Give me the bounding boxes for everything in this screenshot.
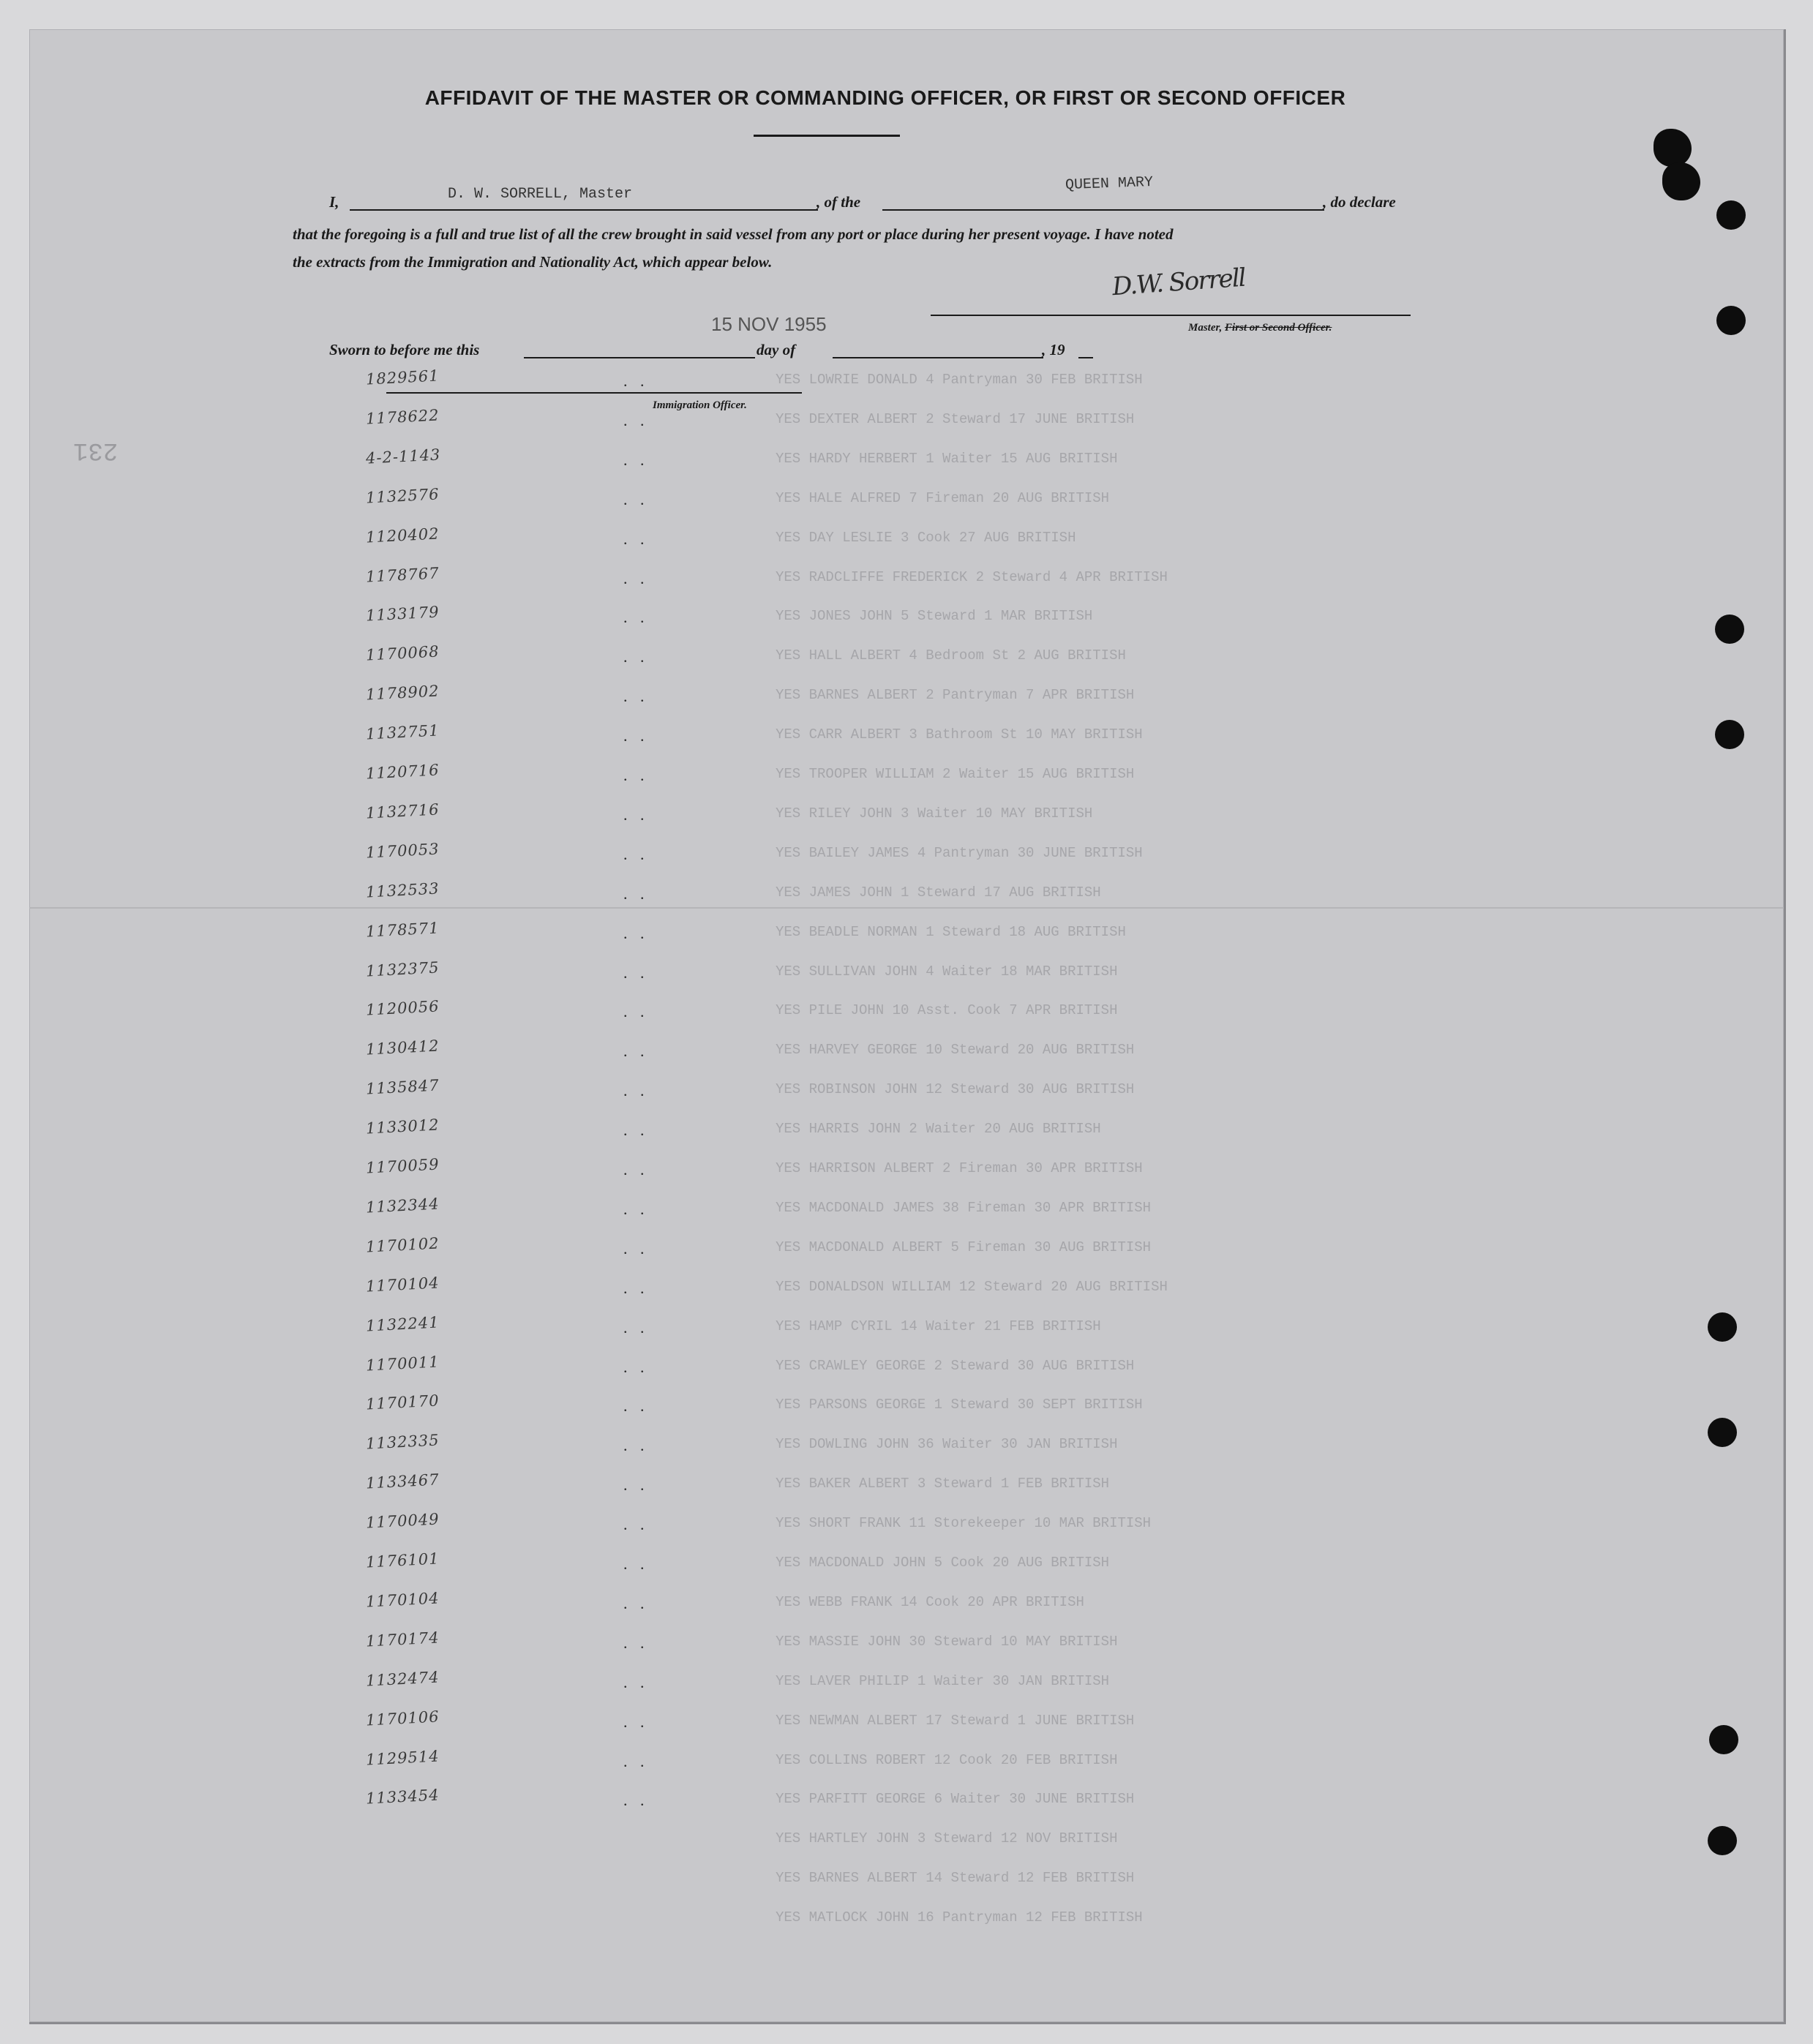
handwritten-number: 1133454 bbox=[365, 1786, 440, 1808]
bleed-through-row: YES HALE ALFRED 7 Fireman 20 AUG BRITISH bbox=[776, 490, 1110, 506]
handwritten-number: 1135847 bbox=[365, 1076, 440, 1098]
handwritten-number: 1132375 bbox=[365, 958, 440, 980]
punch-hole bbox=[1716, 200, 1746, 230]
ditto-dots: . . bbox=[623, 1713, 649, 1731]
ditto-dots: . . bbox=[623, 490, 649, 508]
ditto-dots: . . bbox=[623, 687, 649, 705]
ditto-dots: . . bbox=[623, 1634, 649, 1652]
punch-hole bbox=[1708, 1826, 1737, 1855]
handwritten-number: 1133467 bbox=[365, 1470, 440, 1492]
handwritten-number: 1170068 bbox=[365, 642, 440, 664]
handwritten-number: 1170106 bbox=[365, 1707, 440, 1729]
bleed-through-row: YES JAMES JOHN 1 Steward 17 AUG BRITISH bbox=[776, 884, 1101, 901]
bleed-through-row: YES DEXTER ALBERT 2 Steward 17 JUNE BRITISH bbox=[776, 411, 1135, 427]
punch-hole bbox=[1715, 615, 1744, 644]
handwritten-number: 1170059 bbox=[365, 1155, 440, 1177]
punch-hole bbox=[1662, 162, 1700, 200]
ditto-dots: . . bbox=[623, 726, 649, 745]
ditto-dots: . . bbox=[623, 805, 649, 824]
ditto-dots: . . bbox=[623, 451, 649, 469]
punch-hole bbox=[1708, 1418, 1737, 1447]
ditto-dots: . . bbox=[623, 608, 649, 626]
master-signature: D.W. Sorrell bbox=[1111, 263, 1246, 302]
ditto-dots: . . bbox=[623, 1318, 649, 1337]
bleed-through-row: YES MASSIE JOHN 30 Steward 10 MAY BRITISH bbox=[776, 1634, 1118, 1650]
punch-hole bbox=[1716, 306, 1746, 335]
declaration-line-2: that the foregoing is a full and true list of all the crew brought in said vessel from any port or place during her present voyage. I have noted bbox=[293, 225, 1174, 243]
ditto-dots: . . bbox=[623, 1515, 649, 1533]
ditto-dots: . . bbox=[623, 1476, 649, 1494]
bleed-through-row: YES SULLIVAN JOHN 4 Waiter 18 MAR BRITISH bbox=[776, 963, 1118, 980]
ditto-dots: . . bbox=[623, 1042, 649, 1060]
sworn-day-line bbox=[524, 357, 755, 358]
handwritten-number: 1170170 bbox=[365, 1391, 440, 1413]
ditto-dots: . . bbox=[623, 1200, 649, 1218]
handwritten-number: 4-2-1143 bbox=[365, 446, 441, 467]
master-caption-struck: First or Second Officer. bbox=[1225, 322, 1332, 334]
handwritten-number: 1170104 bbox=[365, 1589, 440, 1611]
bleed-through-row: YES HALL ALBERT 4 Bedroom St 2 AUG BRITISH bbox=[776, 647, 1126, 664]
bleed-through-row: YES BAILEY JAMES 4 Pantryman 30 JUNE BRITISH bbox=[776, 845, 1143, 861]
bleed-through-row: YES MACDONALD ALBERT 5 Fireman 30 AUG BRITISH bbox=[776, 1239, 1152, 1255]
handwritten-number: 1120402 bbox=[365, 525, 440, 546]
day-of-label: day of bbox=[757, 341, 796, 358]
ditto-dots: . . bbox=[623, 766, 649, 784]
ditto-dots: . . bbox=[623, 1239, 649, 1258]
handwritten-number: 1132241 bbox=[365, 1313, 440, 1335]
bleed-through-row: YES WEBB FRANK 14 Cook 20 APR BRITISH bbox=[776, 1594, 1084, 1610]
handwritten-number: 1132474 bbox=[365, 1668, 440, 1690]
bleed-through-row: YES SHORT FRANK 11 Storekeeper 10 MAR BRITISH bbox=[776, 1515, 1152, 1531]
officer-signature-line bbox=[386, 392, 802, 394]
ditto-dots: . . bbox=[623, 1594, 649, 1612]
ditto-dots: . . bbox=[623, 1752, 649, 1770]
sworn-prefix: Sworn to before me this bbox=[329, 341, 480, 358]
bleed-through-row: YES DAY LESLIE 3 Cook 27 AUG BRITISH bbox=[776, 530, 1076, 546]
ditto-dots: . . bbox=[623, 1397, 649, 1415]
signature-line bbox=[931, 315, 1411, 316]
bleed-through-row: YES LOWRIE DONALD 4 Pantryman 30 FEB BRITISH bbox=[776, 372, 1143, 388]
handwritten-number: 1132335 bbox=[365, 1431, 440, 1453]
ditto-dots: . . bbox=[623, 845, 649, 863]
handwritten-number: 1170104 bbox=[365, 1274, 440, 1296]
year-prefix: , 19 bbox=[1042, 341, 1065, 358]
ditto-dots: . . bbox=[623, 530, 649, 548]
bleed-through-row: YES DOWLING JOHN 36 Waiter 30 JAN BRITISH bbox=[776, 1436, 1118, 1452]
vessel-name-line bbox=[882, 209, 1324, 211]
ditto-dots: . . bbox=[623, 1002, 649, 1021]
bleed-through-row: YES MACDONALD JAMES 38 Fireman 30 APR BRITISH bbox=[776, 1200, 1152, 1216]
bleed-through-row: YES CRAWLEY GEORGE 2 Steward 30 AUG BRITISH bbox=[776, 1358, 1135, 1374]
handwritten-number: 1178571 bbox=[365, 919, 440, 941]
punch-hole bbox=[1654, 129, 1692, 167]
bleed-through-row: YES HAMP CYRIL 14 Waiter 21 FEB BRITISH bbox=[776, 1318, 1101, 1334]
handwritten-number: 1178767 bbox=[365, 564, 440, 586]
bleed-through-row: YES TROOPER WILLIAM 2 Waiter 15 AUG BRITISH bbox=[776, 766, 1135, 782]
handwritten-number: 1170102 bbox=[365, 1234, 440, 1256]
bleed-through-row: YES DONALDSON WILLIAM 12 Steward 20 AUG BRITISH bbox=[776, 1279, 1168, 1295]
ditto-dots: . . bbox=[623, 884, 649, 903]
month-line bbox=[833, 357, 1043, 358]
punch-hole bbox=[1709, 1725, 1738, 1754]
ditto-dots: . . bbox=[623, 411, 649, 429]
bleed-through-row: YES HARRIS JOHN 2 Waiter 20 AUG BRITISH bbox=[776, 1121, 1101, 1137]
ditto-dots: . . bbox=[623, 1791, 649, 1809]
ditto-dots: . . bbox=[623, 647, 649, 666]
master-name-line bbox=[350, 209, 818, 211]
bleed-through-row: YES BARNES ALBERT 2 Pantryman 7 APR BRITISH bbox=[776, 687, 1135, 703]
master-caption bbox=[1188, 322, 1332, 334]
fold-line bbox=[29, 907, 1784, 909]
bleed-through-row: YES JONES JOHN 5 Steward 1 MAR BRITISH bbox=[776, 608, 1093, 624]
ditto-dots: . . bbox=[623, 1358, 649, 1376]
ditto-dots: . . bbox=[623, 1673, 649, 1691]
handwritten-number: 1178622 bbox=[365, 406, 440, 428]
ditto-dots: . . bbox=[623, 963, 649, 982]
year-line bbox=[1078, 357, 1093, 358]
date-stamp: 15 NOV 1955 bbox=[711, 313, 827, 335]
ditto-dots: . . bbox=[623, 1279, 649, 1297]
handwritten-number: 1170011 bbox=[365, 1353, 440, 1375]
handwritten-number: 1129514 bbox=[365, 1747, 440, 1769]
bleed-through-row: YES HARTLEY JOHN 3 Steward 12 NOV BRITISH bbox=[776, 1830, 1118, 1846]
ditto-dots: . . bbox=[623, 1160, 649, 1179]
declaration-line-3: the extracts from the Immigration and Nationality Act, which appear below. bbox=[293, 253, 773, 271]
ditto-dots: . . bbox=[623, 924, 649, 942]
master-caption-prefix: Master, bbox=[1188, 322, 1223, 334]
ditto-dots: . . bbox=[623, 1121, 649, 1139]
do-declare-label: , do declare bbox=[1323, 193, 1396, 211]
bleed-through-row: YES PARFITT GEORGE 6 Waiter 30 JUNE BRITISH bbox=[776, 1791, 1135, 1807]
handwritten-number: 1130412 bbox=[365, 1037, 440, 1059]
punch-hole bbox=[1715, 720, 1744, 749]
bleed-through-row: YES NEWMAN ALBERT 17 Steward 1 JUNE BRITISH bbox=[776, 1713, 1135, 1729]
handwritten-number: 1132716 bbox=[365, 800, 440, 822]
vessel-name: QUEEN MARY bbox=[1065, 173, 1154, 195]
handwritten-number: 1132576 bbox=[365, 485, 440, 507]
handwritten-number: 1170053 bbox=[365, 840, 440, 862]
of-the-label: , of the bbox=[817, 193, 861, 211]
bleed-through-row: YES BAKER ALBERT 3 Steward 1 FEB BRITISH bbox=[776, 1476, 1110, 1492]
ditto-dots: . . bbox=[623, 372, 649, 390]
ditto-dots: . . bbox=[623, 1555, 649, 1573]
bleed-through-row: YES RILEY JOHN 3 Waiter 10 MAY BRITISH bbox=[776, 805, 1093, 822]
ditto-dots: . . bbox=[623, 1436, 649, 1454]
handwritten-number: 1133012 bbox=[365, 1116, 440, 1138]
bleed-through-row: YES BEADLE NORMAN 1 Steward 18 AUG BRITISH bbox=[776, 924, 1126, 940]
handwritten-number: 1132344 bbox=[365, 1195, 440, 1217]
bleed-through-row: YES HARVEY GEORGE 10 Steward 20 AUG BRITISH bbox=[776, 1042, 1135, 1058]
bleed-through-row: YES HARRISON ALBERT 2 Fireman 30 APR BRITISH bbox=[776, 1160, 1143, 1176]
title-underline bbox=[754, 135, 900, 137]
bleed-through-row: YES MACDONALD JOHN 5 Cook 20 AUG BRITISH bbox=[776, 1555, 1110, 1571]
bleed-through-row: YES PILE JOHN 10 Asst. Cook 7 APR BRITISH bbox=[776, 1002, 1118, 1018]
affidavit-title: AFFIDAVIT OF THE MASTER OR COMMANDING OFFICER, OR FIRST OR SECOND OFFICER bbox=[424, 86, 1346, 109]
handwritten-number: 1170174 bbox=[365, 1628, 440, 1650]
immigration-officer-caption: Immigration Officer. bbox=[653, 399, 747, 411]
ditto-dots: . . bbox=[623, 1081, 649, 1100]
handwritten-number: 1120056 bbox=[365, 997, 440, 1019]
bleed-through-row: YES COLLINS ROBERT 12 Cook 20 FEB BRITISH bbox=[776, 1752, 1118, 1768]
bleed-through-row: YES HARDY HERBERT 1 Waiter 15 AUG BRITISH bbox=[776, 451, 1118, 467]
handwritten-number: 1132533 bbox=[365, 879, 440, 901]
ditto-dots: . . bbox=[623, 569, 649, 587]
master-name: D. W. SORRELL, Master bbox=[448, 186, 633, 203]
handwritten-number: 1132751 bbox=[365, 721, 440, 743]
handwritten-number: 1176101 bbox=[365, 1549, 440, 1571]
handwritten-number: 1120716 bbox=[365, 761, 440, 783]
page-number: 231 bbox=[73, 436, 119, 464]
handwritten-number: 1133179 bbox=[365, 603, 440, 625]
line1-prefix: I, bbox=[329, 193, 339, 211]
bleed-through-row: YES RADCLIFFE FREDERICK 2 Steward 4 APR BRITISH bbox=[776, 569, 1168, 585]
bleed-through-row: YES PARSONS GEORGE 1 Steward 30 SEPT BRITISH bbox=[776, 1397, 1143, 1413]
bleed-through-row: YES ROBINSON JOHN 12 Steward 30 AUG BRITISH bbox=[776, 1081, 1135, 1097]
bleed-through-row: YES CARR ALBERT 3 Bathroom St 10 MAY BRITISH bbox=[776, 726, 1143, 743]
bleed-through-row: YES LAVER PHILIP 1 Waiter 30 JAN BRITISH bbox=[776, 1673, 1110, 1689]
punch-hole bbox=[1708, 1312, 1737, 1342]
handwritten-number: 1178902 bbox=[365, 682, 440, 704]
handwritten-number: 1170049 bbox=[365, 1510, 440, 1532]
bleed-through-row: YES BARNES ALBERT 14 Steward 12 FEB BRITISH bbox=[776, 1870, 1135, 1886]
handwritten-number: 1829561 bbox=[365, 367, 440, 388]
bleed-through-row: YES MATLOCK JOHN 16 Pantryman 12 FEB BRITISH bbox=[776, 1909, 1143, 1925]
